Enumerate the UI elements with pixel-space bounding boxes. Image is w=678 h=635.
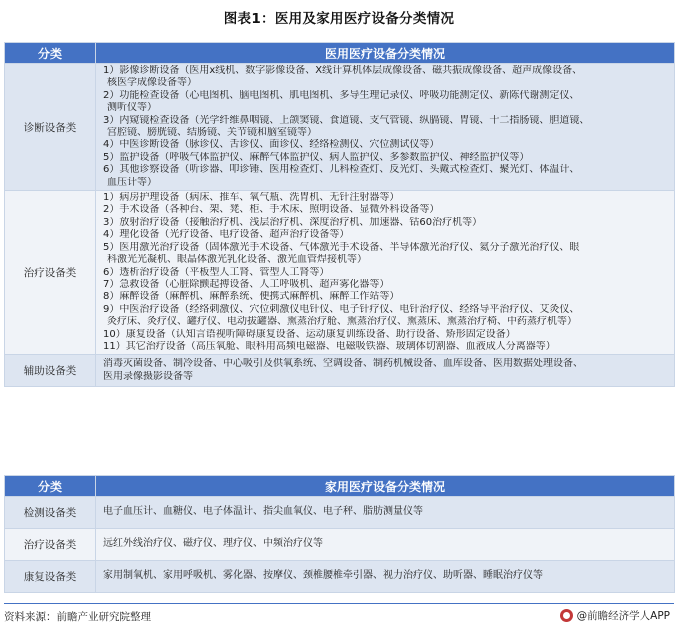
home-header-content: 家用医疗设备分类情况	[96, 476, 675, 497]
brand-logo-icon	[560, 609, 573, 622]
table-row-home-rehab	[5, 561, 675, 593]
content-line: 消毒灭菌设备、制冷设备、中心吸引及供氧系统、空调设备、制药机械设备、血库设备、医用数据处理设备、	[103, 358, 583, 370]
content-line: 2）手术设备（各种台、架、凳、柜、手术床、照明设备、显微外科设备等）	[103, 204, 440, 216]
category-therapy: 治疗设备类	[5, 191, 96, 355]
medical-header-category: 分类	[5, 43, 96, 64]
content-line: 核医学成像设备等）	[107, 77, 197, 89]
content-line: 3）内窥镜检查设备（光学纤维鼻咽镜、上颌窦镜、食道镜、支气管镜、纵膈镜、胃镜、十二指肠镜、胆道镜、	[103, 114, 590, 126]
content-line: 7）急救设备（心脏除颤起搏设备、人工呼吸机、超声雾化器等）	[103, 278, 390, 290]
category-home-therapy: 治疗设备类	[5, 529, 96, 561]
content-line: 8）麻醉设备（麻醉机、麻醉系统、便携式麻醉机、麻醉工作站等）	[103, 291, 400, 303]
table-row-home-therapy	[5, 529, 675, 561]
content-line: 5）监护设备（呼吸气体监护仪、麻醉气体监护仪、病人监护仪、多参数监护仪、神经监护仪等）	[103, 151, 530, 163]
content-home-therapy: 远红外线治疗仪、磁疗仪、理疗仪、中频治疗仪等	[96, 529, 675, 561]
content-therapy	[96, 191, 675, 355]
content-home-rehab: 家用制氧机、家用呼吸机、雾化器、按摩仪、颈椎腰椎牵引器、视力治疗仪、助听器、睡眠治疗仪等	[96, 561, 675, 593]
content-line: 10）康复设备（认知言语视听障碍康复设备、运动康复训练设备、助行设备、矫形固定设备）	[103, 328, 516, 340]
medical-header-content: 医用医疗设备分类情况	[96, 43, 675, 64]
table-row-auxiliary	[5, 355, 675, 387]
content-diagnostic	[96, 64, 675, 191]
content-line: 2）功能检查设备（心电图机、脑电图机、肌电图机、多导生理记录仪、呼吸功能测定仪、新陈代谢测定仪、	[103, 89, 580, 101]
home-header-category: 分类	[5, 476, 96, 497]
content-line: 测听仪等）	[107, 102, 157, 114]
brand-text: @前瞻经济学人APP	[576, 610, 670, 622]
content-line: 6）透析治疗设备（平板型人工肾、管型人工肾等）	[103, 266, 330, 278]
content-line: 血压计等）	[107, 176, 157, 188]
category-home-testing: 检测设备类	[5, 497, 96, 529]
content-line: 4）中医诊断设备（脉诊仪、舌诊仪、面诊仪、经络检测仪、穴位测试仪等）	[103, 139, 440, 151]
source-note: 资料来源：前瞻产业研究院整理	[4, 611, 151, 623]
content-line: 医用录像摄影设备等	[103, 370, 193, 382]
category-diagnostic: 诊断设备类	[5, 64, 96, 191]
content-line: 9）中医治疗设备（经络刺激仪、穴位刺激仪电针仪、电子针疗仪、电针治疗仪、经络导平治疗仪、艾灸仪、	[103, 303, 580, 315]
medical-table-header-row	[5, 43, 675, 64]
content-line: 宫腔镜、膀胱镜、结肠镜、关节镜和脑室镜等）	[107, 127, 317, 139]
home-table-header-row	[5, 476, 675, 497]
category-auxiliary: 辅助设备类	[5, 355, 96, 387]
table-row-home-testing	[5, 497, 675, 529]
content-auxiliary	[96, 355, 675, 387]
content-line: 1）病房护理设备（病床、推车、氧气瓶、洗胃机、无针注射器等）	[103, 192, 400, 204]
content-line: 3）放射治疗设备（接触治疗机、浅层治疗机、深度治疗机、加速器、钴60治疗机等）	[103, 216, 483, 228]
medical-equipment-table	[4, 42, 675, 387]
figure-title: 图表1：医用及家用医疗设备分类情况	[223, 11, 455, 27]
content-line: 4）理化设备（光疗设备、电疗设备、超声治疗设备等）	[103, 229, 350, 241]
table-row-diagnostic	[5, 64, 675, 191]
content-line: 6）其他诊察设备（听诊器、叩诊锤、医用检查灯、儿科检查灯、反光灯、头戴式检查灯、聚光灯、体温计、	[103, 164, 580, 176]
category-home-rehab: 康复设备类	[5, 561, 96, 593]
content-line: 科激光光凝机、眼晶体激光乳化设备、激光血管焊接机等）	[107, 254, 367, 266]
table-row-therapy	[5, 191, 675, 355]
content-line: 11）其它治疗设备（高压氧舱、眼科用高频电磁器、电磁吸铁器、玻璃体切割器、血液成人分离器等）	[103, 340, 556, 352]
brand-credit	[560, 608, 670, 623]
footer-divider	[4, 603, 674, 604]
content-line: 5）医用激光治疗设备（固体激光手术设备、气体激光手术设备、半导体激光治疗仪、氦分子激光治疗仪、眼	[103, 241, 580, 253]
home-equipment-table	[4, 475, 675, 593]
content-line: 灸疗床、灸疗仪、罐疗仪、电动拔罐器、熏蒸治疗舱、熏蒸治疗仪、熏蒸床、熏蒸治疗椅、中药蒸疗机等）	[107, 316, 577, 328]
content-home-testing: 电子血压计、血糖仪、电子体温计、指尖血氧仪、电子秤、脂肪测量仪等	[96, 497, 675, 529]
content-line: 1）影像诊断设备（医用x线机、数字影像设备、X线计算机体层成像设备、磁共振成像设备、超声成像设备、	[103, 65, 583, 76]
